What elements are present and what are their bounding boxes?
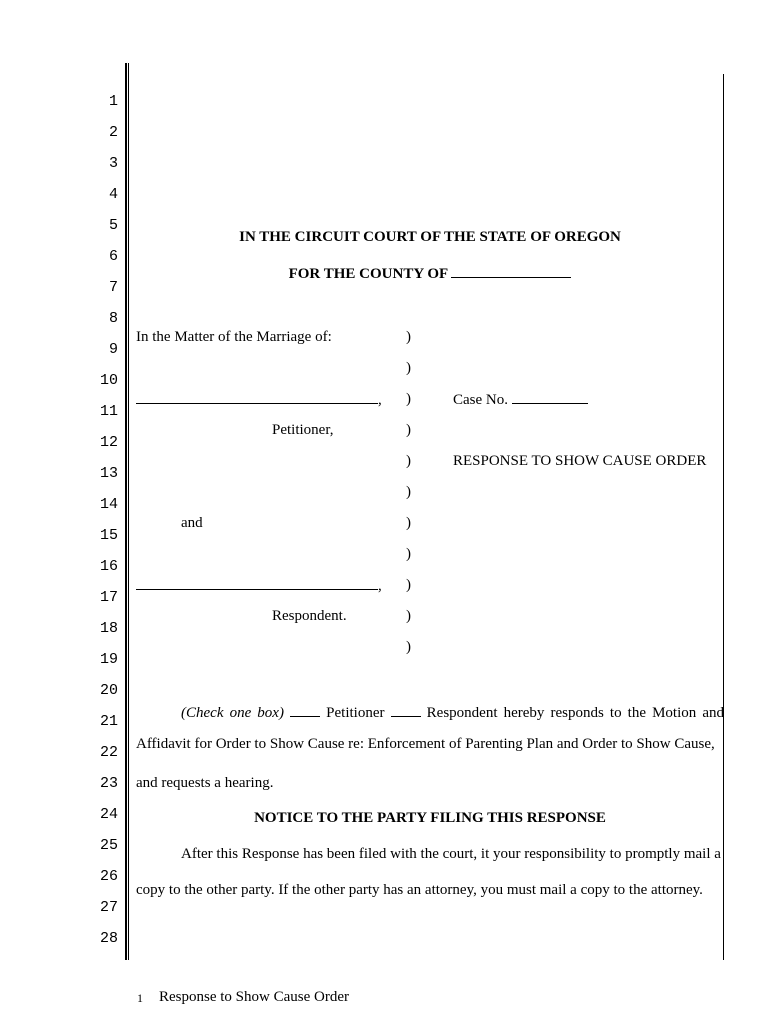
caption-paren: ) bbox=[406, 329, 411, 345]
line-number: 8 bbox=[108, 310, 118, 327]
court-heading: IN THE CIRCUIT COURT OF THE STATE OF OREGON bbox=[239, 229, 621, 245]
line-number: 14 bbox=[99, 496, 118, 513]
left-margin-rule-inner bbox=[128, 63, 129, 960]
line-number: 23 bbox=[99, 775, 118, 792]
and-label: and bbox=[181, 515, 203, 531]
footer-title: Response to Show Cause Order bbox=[159, 989, 349, 1005]
line-number: 9 bbox=[108, 341, 118, 358]
line-number: 11 bbox=[99, 403, 118, 420]
petitioner-checkbox-blank[interactable] bbox=[290, 703, 320, 717]
petitioner-name-blank[interactable] bbox=[136, 390, 378, 404]
line-number: 24 bbox=[99, 806, 118, 823]
county-heading bbox=[130, 264, 730, 283]
petitioner-label: Petitioner, bbox=[272, 422, 334, 438]
line-number: 17 bbox=[99, 589, 118, 606]
caption-paren: ) bbox=[406, 639, 411, 655]
line-number: 1 bbox=[108, 93, 118, 110]
respondent-name-blank[interactable] bbox=[136, 576, 378, 590]
footer-page-number: 1 bbox=[137, 991, 143, 1005]
notice-line-25: After this Response has been filed with the court, it your responsibility to promptly mail a bbox=[181, 846, 721, 862]
case-number-blank[interactable] bbox=[512, 390, 588, 404]
line-number: 6 bbox=[108, 248, 118, 265]
line-number: 4 bbox=[108, 186, 118, 203]
left-margin-rule bbox=[125, 63, 127, 960]
line-number: 7 bbox=[108, 279, 118, 296]
line-number: 20 bbox=[99, 682, 118, 699]
caption-paren: ) bbox=[406, 391, 411, 407]
caption-paren: ) bbox=[406, 360, 411, 376]
line-number: 22 bbox=[99, 744, 118, 761]
line-number: 18 bbox=[99, 620, 118, 637]
respondent-comma: , bbox=[378, 578, 382, 594]
case-number-label: Case No. bbox=[453, 392, 512, 408]
line-number: 27 bbox=[99, 899, 118, 916]
petitioner-option: Petitioner bbox=[326, 705, 385, 721]
response-line-22: Affidavit for Order to Show Cause re: Enforcement of Parenting Plan and Order to Show Cause, bbox=[136, 736, 715, 752]
line-number: 28 bbox=[99, 930, 118, 947]
county-blank[interactable] bbox=[451, 264, 571, 278]
caption-paren: ) bbox=[406, 608, 411, 624]
notice-heading: NOTICE TO THE PARTY FILING THIS RESPONSE bbox=[254, 810, 606, 826]
petitioner-comma: , bbox=[378, 392, 382, 408]
line-number: 15 bbox=[99, 527, 118, 544]
line-number: 2 bbox=[108, 124, 118, 141]
caption-paren: ) bbox=[406, 453, 411, 469]
petitioner-name-line bbox=[136, 390, 382, 409]
caption-paren: ) bbox=[406, 577, 411, 593]
county-prefix: FOR THE COUNTY OF bbox=[288, 266, 452, 282]
line-number: 3 bbox=[108, 155, 118, 172]
line-number: 26 bbox=[99, 868, 118, 885]
respondent-checkbox-blank[interactable] bbox=[391, 703, 421, 717]
line-number: 13 bbox=[99, 465, 118, 482]
right-margin-rule bbox=[723, 74, 724, 960]
case-number bbox=[453, 390, 588, 409]
matter-label: In the Matter of the Marriage of: bbox=[136, 329, 332, 345]
line-number: 21 bbox=[99, 713, 118, 730]
notice-line-26: copy to the other party. If the other party has an attorney, you must mail a copy to the attorney. bbox=[136, 882, 703, 898]
line-number: 25 bbox=[99, 837, 118, 854]
caption-paren: ) bbox=[406, 422, 411, 438]
line-number: 16 bbox=[99, 558, 118, 575]
line21-rest: Respondent hereby responds to the Motion and bbox=[426, 705, 724, 721]
check-one-box: (Check one box) bbox=[181, 705, 284, 721]
caption-paren: ) bbox=[406, 515, 411, 531]
line-number: 10 bbox=[99, 372, 118, 389]
line-number: 19 bbox=[99, 651, 118, 668]
response-line-23: and requests a hearing. bbox=[136, 775, 274, 791]
respondent-name-line bbox=[136, 576, 382, 595]
caption-paren: ) bbox=[406, 546, 411, 562]
line-number: 5 bbox=[108, 217, 118, 234]
respondent-label: Respondent. bbox=[272, 608, 347, 624]
line-number: 12 bbox=[99, 434, 118, 451]
document-title: RESPONSE TO SHOW CAUSE ORDER bbox=[453, 453, 707, 469]
caption-paren: ) bbox=[406, 484, 411, 500]
response-line-21 bbox=[136, 703, 724, 722]
